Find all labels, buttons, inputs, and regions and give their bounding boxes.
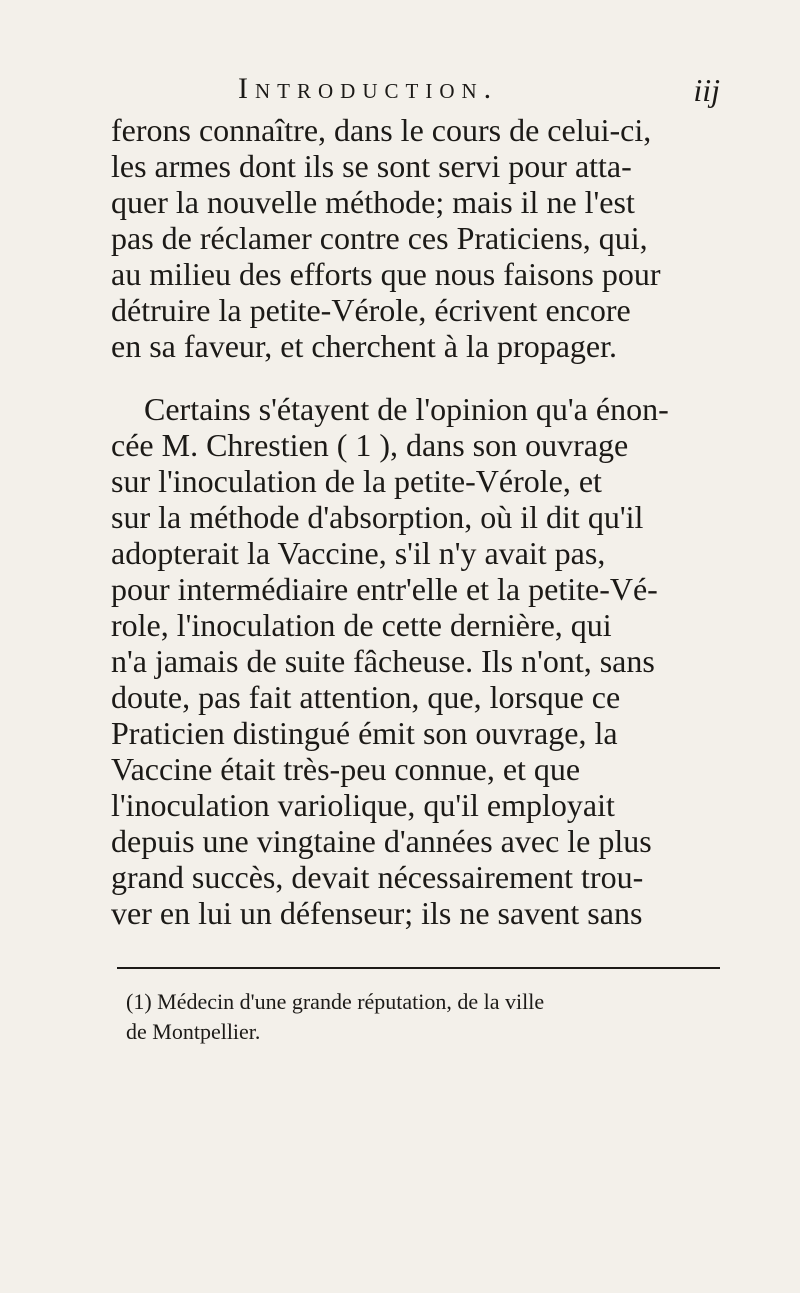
text-line: l'inoculation variolique, qu'il employait	[111, 787, 615, 823]
text-line: sur l'inoculation de la petite-Vérole, et	[111, 463, 602, 499]
text-line: quer la nouvelle méthode; mais il ne l'est	[111, 184, 635, 220]
text-line: grand succès, devait nécessairement trou-	[111, 859, 644, 895]
text-line: les armes dont ils se sont servi pour atta-	[111, 148, 632, 184]
footnote-line: (1) Médecin d'une grande réputation, de la ville	[126, 989, 545, 1014]
text-line: sur la méthode d'absorption, où il dit qu'il	[111, 499, 644, 535]
body-text	[111, 112, 721, 931]
text-line: pour intermédiaire entr'elle et la petite-Vé-	[111, 571, 658, 607]
text-line: détruire la petite-Vérole, écrivent encore	[111, 292, 631, 328]
footnote	[126, 987, 746, 1047]
text-line: role, l'inoculation de cette dernière, qui	[111, 607, 612, 643]
text-line: Praticien distingué émit son ouvrage, la	[111, 715, 618, 751]
footnote-line: de Montpellier.	[126, 1019, 261, 1044]
footnote-rule	[117, 967, 720, 969]
text-line: doute, pas fait attention, que, lorsque ce	[111, 679, 621, 715]
text-line: cée M. Chrestien ( 1 ), dans son ouvrage	[111, 427, 629, 463]
paragraph-break	[111, 364, 721, 391]
text-line: Certains s'étayent de l'opinion qu'a énon-	[144, 391, 669, 427]
text-line: ferons connaître, dans le cours de celui-ci,	[111, 112, 652, 148]
text-line: ver en lui un défenseur; ils ne savent sans	[111, 895, 643, 931]
text-line: en sa faveur, et cherchent à la propager.	[111, 328, 617, 364]
text-line: adopterait la Vaccine, s'il n'y avait pas,	[111, 535, 606, 571]
text-line: pas de réclamer contre ces Praticiens, qui,	[111, 220, 648, 256]
running-head	[110, 72, 730, 112]
text-line: Vaccine était très-peu connue, et que	[111, 751, 581, 787]
running-head-title: Introduction.	[238, 72, 499, 105]
text-line: n'a jamais de suite fâcheuse. Ils n'ont, sans	[111, 643, 655, 679]
text-line: au milieu des efforts que nous faisons pour	[111, 256, 661, 292]
page-number: iij	[693, 72, 720, 108]
text-line: depuis une vingtaine d'années avec le plus	[111, 823, 652, 859]
